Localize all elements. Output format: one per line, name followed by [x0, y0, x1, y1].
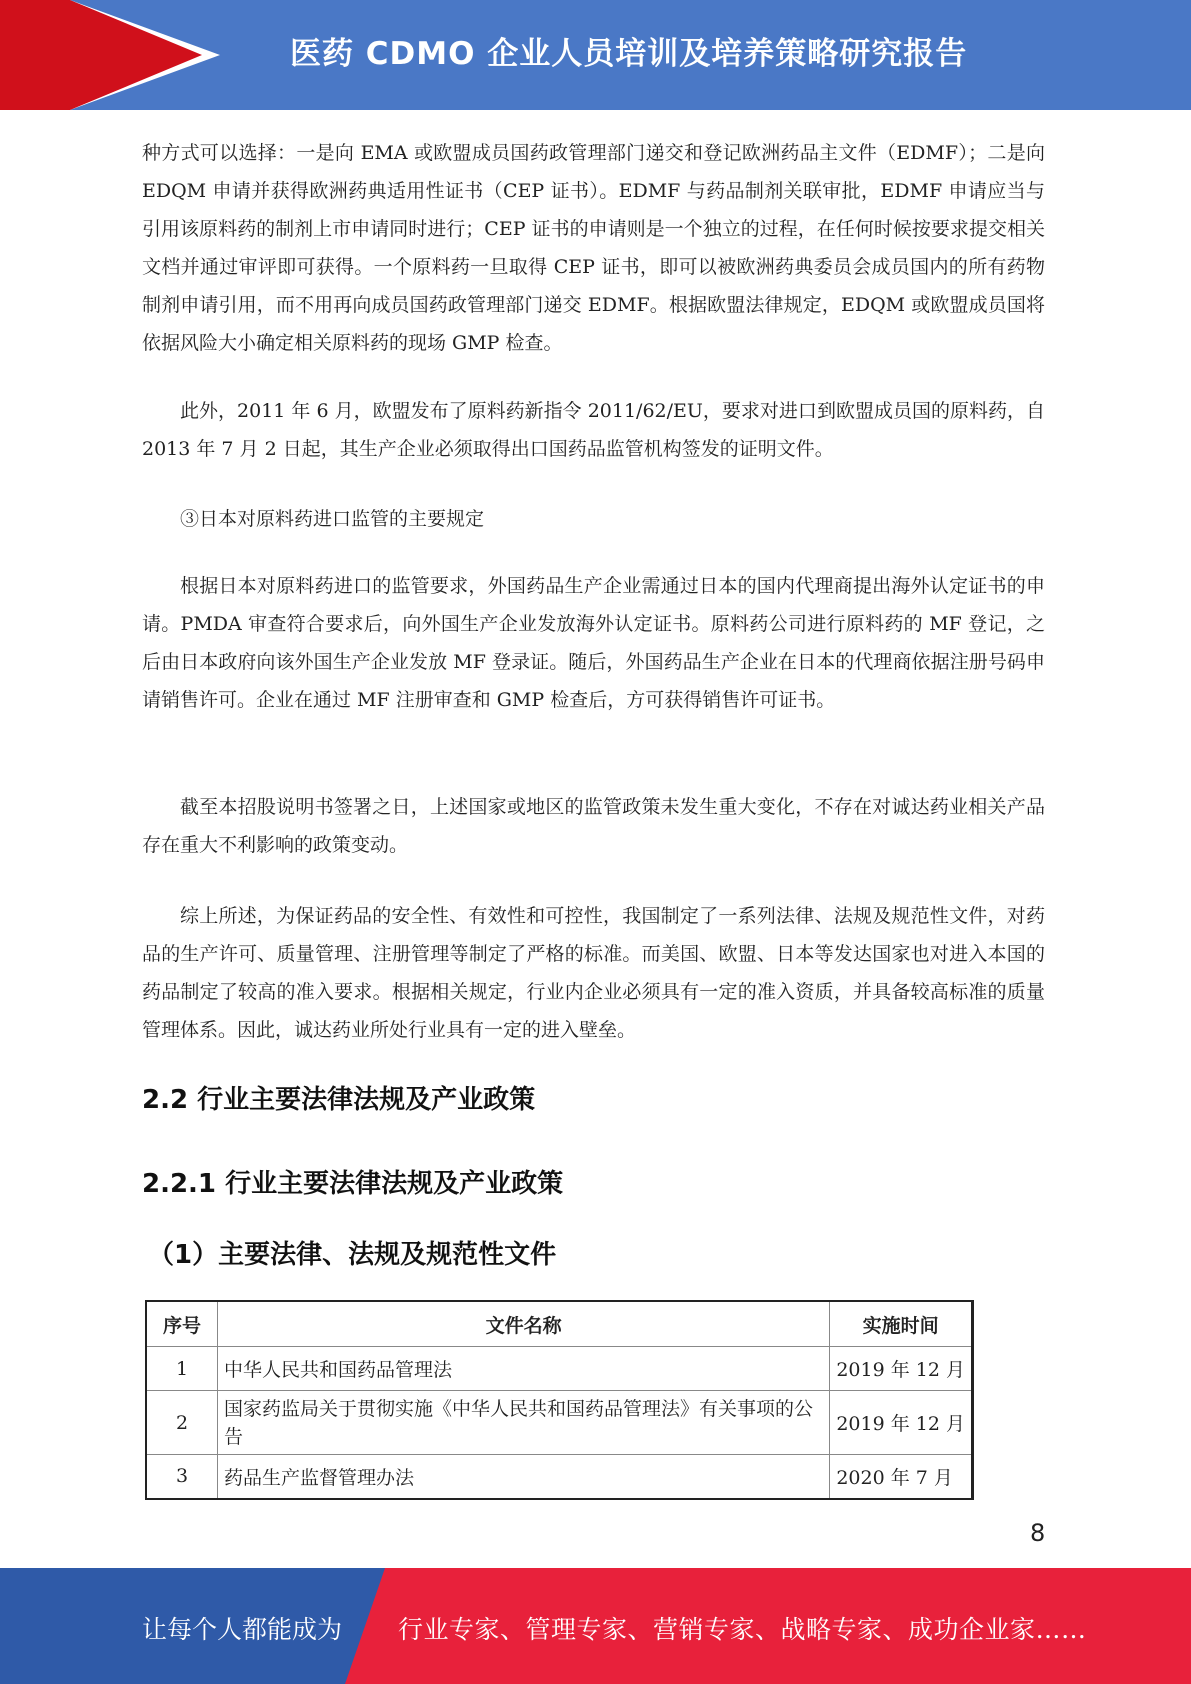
section-heading-2-2-1: 2.2.1 行业主要法律法规及产业政策: [142, 1169, 564, 1199]
paragraph-text: 综上所述，为保证药品的安全性、有效性和可控性，我国制定了一系列法律、法规及规范性文件，对药品的生产许可、质量管理、注册管理等制定了严格的标准。而美国、欧盟、日本等发达国家也对进入本国的药品制定了较高的准入要求。根据相关规定，行业内企业必须具有一定的准入资质，并具备较高标准的质量管理体系。因此，诚达药业所处行业具有一定的进入壁垒。: [142, 905, 1045, 1041]
footer-slant: [345, 1568, 385, 1684]
page-header: [0, 0, 1191, 110]
paragraph-japan-rules: [142, 567, 1045, 719]
section-heading-2-2: 2.2 行业主要法律法规及产业政策: [142, 1085, 536, 1115]
paragraph-text: 截至本招股说明书签署之日，上述国家或地区的监管政策未发生重大变化，不存在对诚达药业相关产品存在重大不利影响的政策变动。: [142, 796, 1045, 856]
effective-date: 2020 年 7 月: [830, 1455, 973, 1499]
table-row: [146, 1391, 973, 1455]
page-footer: [0, 1568, 1191, 1684]
footer-slogan-left: 让每个人都能成为: [142, 1615, 343, 1644]
effective-date: 2019 年 12 月: [830, 1347, 973, 1391]
table-row: [146, 1455, 973, 1499]
table-header-row: [146, 1301, 973, 1347]
table-row: [146, 1347, 973, 1391]
paragraph-summary: [142, 897, 1045, 1049]
report-title: 医药 CDMO 企业人员培训及培养策略研究报告: [290, 36, 968, 72]
column-header-name: 文件名称: [218, 1301, 830, 1347]
document-name: 药品生产监督管理办法: [218, 1455, 830, 1499]
paragraph-policy-status: [142, 788, 1045, 864]
header-arrow: [70, 0, 202, 110]
subsection-heading-1: （1）主要法律、法规及规范性文件: [148, 1240, 557, 1270]
column-header-date: 实施时间: [830, 1301, 973, 1347]
header-red-block: [0, 0, 70, 110]
page-number: 8: [1030, 1519, 1046, 1547]
paragraph-text: 种方式可以选择：一是向 EMA 或欧盟成员国药政管理部门递交和登记欧洲药品主文件（EDMF）；二是向 EDQM 申请并获得欧洲药典适用性证书（CEP 证书）。EDMF 与药品制剂关联审批，EDMF 申请应当与引用该原料药的制剂上市申请同时进行；CEP 证书的申请则是一个独立的过程，在任何时候按要求提交相关文档并通过审评即可获得。一个原料药一旦取得 CEP 证书，即可以被欧洲药典委员会成员国内的所有药物制剂申请引用，而不用再向成员国药政管理部门递交 EDMF。根据欧盟法律规定，EDQM 或欧盟成员国将依据风险大小确定相关原料药的现场 GMP 检查。: [142, 142, 1045, 354]
paragraph-eu-directive: [142, 392, 1045, 468]
paragraph-text: 根据日本对原料药进口的监管要求，外国药品生产企业需通过日本的国内代理商提出海外认定证书的申请。PMDA 审查符合要求后，向外国生产企业发放海外认定证书。原料药公司进行原料药的 MF 登记，之后由日本政府向该外国生产企业发放 MF 登录证。随后，外国药品生产企业在日本的代理商依据注册号码申请销售许可。企业在通过 MF 注册审查和 GMP 检查后，方可获得销售许可证书。: [142, 575, 1045, 711]
paragraph-edmf-cep: [142, 134, 1045, 362]
paragraph-text: 此外，2011 年 6 月，欧盟发布了原料药新指令 2011/62/EU，要求对进口到欧盟成员国的原料药，自 2013 年 7 月 2 日起，其生产企业必须取得出口国药品监管机构签发的证明文件。: [142, 400, 1045, 460]
row-number: 2: [146, 1391, 218, 1455]
effective-date: 2019 年 12 月: [830, 1391, 973, 1455]
document-name: 国家药监局关于贯彻实施《中华人民共和国药品管理法》有关事项的公告: [218, 1391, 830, 1455]
row-number: 3: [146, 1455, 218, 1499]
document-name: 中华人民共和国药品管理法: [218, 1347, 830, 1391]
footer-slogan-right: 行业专家、管理专家、营销专家、战略专家、成功企业家……: [398, 1615, 1087, 1644]
paragraph-text: ③日本对原料药进口监管的主要规定: [180, 508, 485, 530]
paragraph-japan-heading: [142, 500, 1045, 538]
column-header-no: 序号: [146, 1301, 218, 1347]
laws-table: [145, 1300, 974, 1500]
row-number: 1: [146, 1347, 218, 1391]
